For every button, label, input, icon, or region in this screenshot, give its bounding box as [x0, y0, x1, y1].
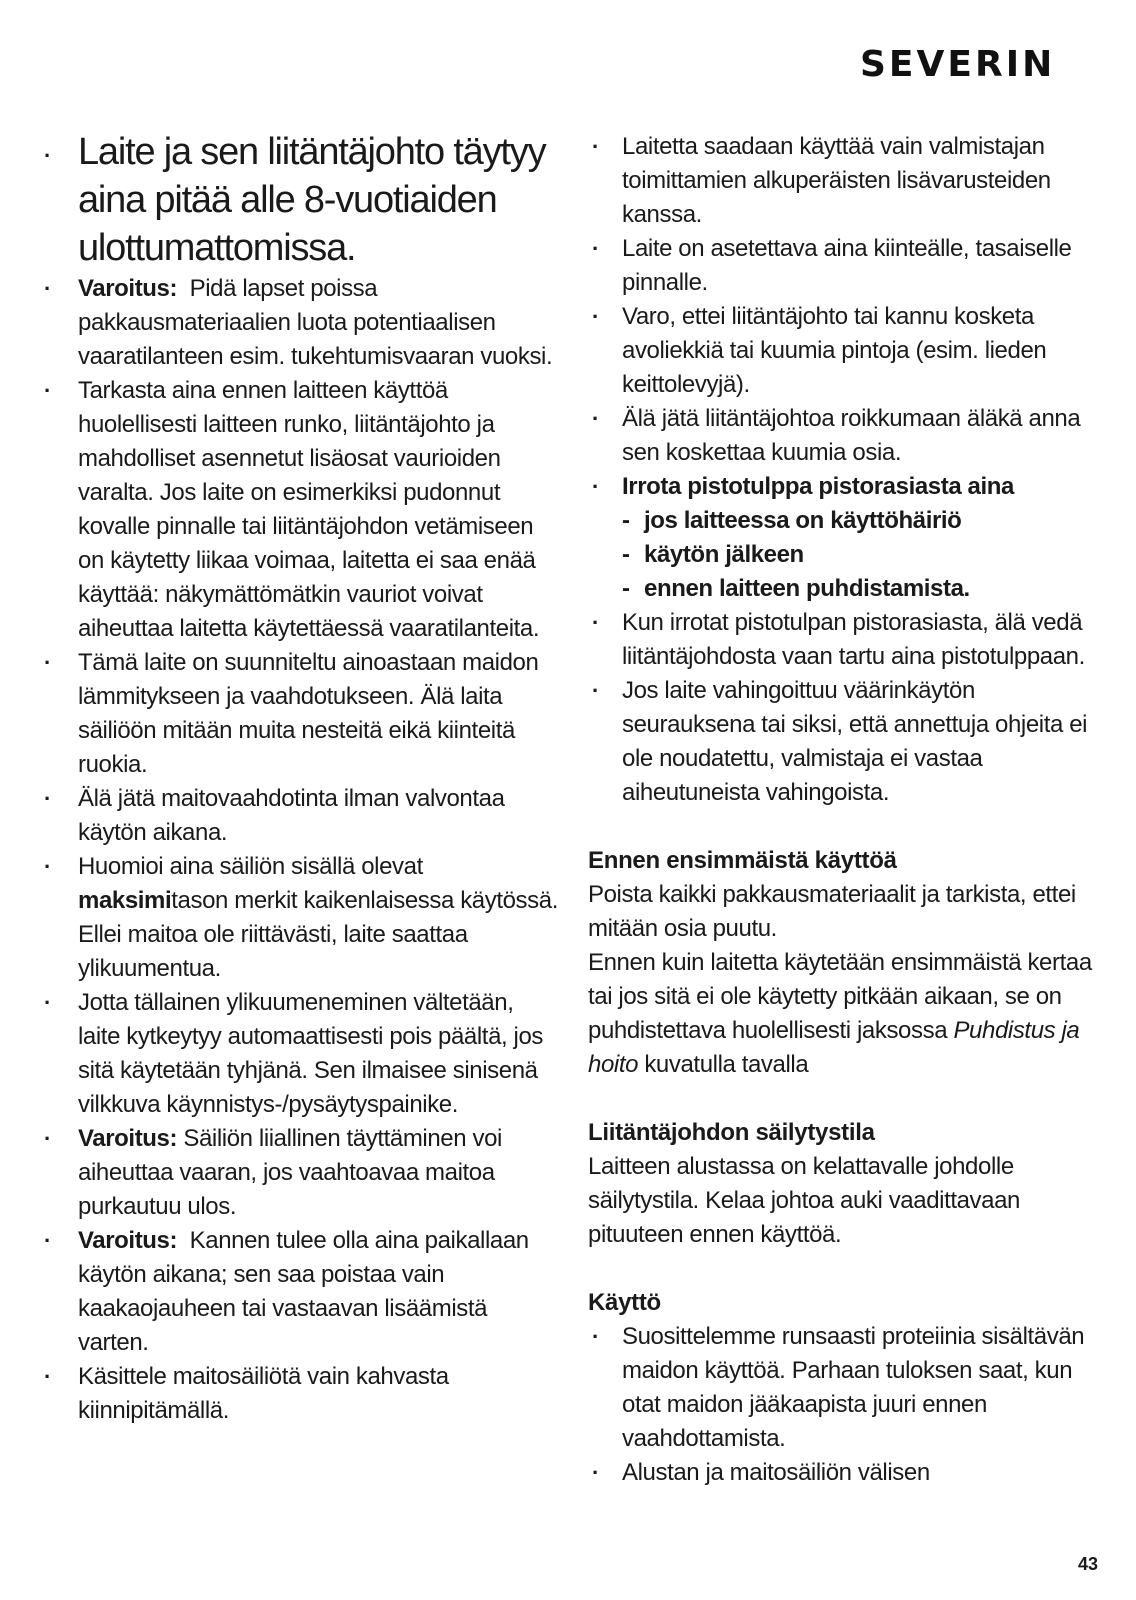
paragraph — [588, 946, 1098, 1082]
bullet: · — [44, 378, 51, 403]
item-text: Tarkasta aina ennen laitteen käyttöä huolellisesti laitteen runko, liitäntäjohto ja mahdolliset asennetut lisäosat vaurioiden varalta. Jos laite on esimerkiksi pudonnut kovalle pinnalle tai liitäntäjohdon vetämiseen on käytetty liikaa voimaa, laitetta ei saa enää käyttää: näkymättömätkin vauriot voivat aiheuttaa laitetta käytettäessä vaaratilanteita. — [78, 377, 540, 642]
bullet: · — [44, 990, 51, 1015]
item-text: Alustan ja maitosäiliön välisen — [622, 1459, 930, 1486]
sub-item — [622, 504, 1098, 538]
list-item — [588, 232, 1098, 300]
list-item — [588, 300, 1098, 402]
dash: - — [622, 575, 630, 602]
bullet: · — [44, 854, 51, 879]
item-text: Kannen tulee olla aina paikallaan käytön aikana; sen saa poistaa vain kaakaojauheen tai vastaavan lisäämistä varten. — [78, 1227, 529, 1356]
sub-item-text: jos laitteessa on käyttöhäiriö — [644, 507, 962, 534]
spacer — [588, 1082, 1098, 1116]
list-item — [40, 128, 560, 272]
left-column — [40, 128, 560, 1428]
item-text: Suosittelemme runsaasti proteiinia sisältävän maidon käyttöä. Parhaan tuloksen saat, kun otat maidon jääkaapista juuri ennen vaahdottamista. — [622, 1323, 1085, 1452]
list-item — [40, 646, 560, 782]
item-text: Laite ja sen liitäntäjohto täytyy aina pitää alle 8-vuotiaiden ulottumattomissa. — [78, 131, 546, 269]
item-text: Laitetta saadaan käyttää vain valmistajan toimittamien alkuperäisten lisävarusteiden kanssa. — [622, 133, 1051, 228]
bullet: · — [592, 678, 599, 703]
bullet: · — [592, 610, 599, 635]
severin-logo: SEVERIN — [860, 44, 1056, 85]
warning-label: Varoitus: — [78, 1227, 178, 1254]
use-list — [588, 1320, 1098, 1490]
paragraph-text: kuvatulla tavalla — [644, 1051, 809, 1078]
sub-item-text: käytön jälkeen — [644, 541, 804, 568]
bullet: · — [592, 1324, 599, 1349]
spacer — [588, 1252, 1098, 1286]
spacer — [588, 810, 1098, 844]
cross-reference: Puhdistus ja hoito — [588, 1017, 1080, 1078]
item-text: Säiliön liiallinen täyttäminen voi aiheuttaa vaaran, jos vaahtoavaa maitoa purkautuu ulos. — [78, 1125, 502, 1220]
maksimi-bold: maksimi — [78, 887, 172, 914]
safety-list-left — [40, 128, 560, 1428]
paragraph-text: Ennen kuin laitetta käytetään ensimmäistä kertaa tai jos sitä ei ole käytetty pitkään aikaan, se on puhdistettava huolellisesti jaksossa — [588, 949, 1092, 1044]
section-heading-cord-storage: Liitäntäjohdon säilytystila — [588, 1119, 875, 1146]
bullet: · — [44, 276, 51, 301]
item-text: Älä jätä liitäntäjohtoa roikkumaan äläkä anna sen koskettaa kuumia osia. — [622, 405, 1081, 466]
safety-list-right — [588, 130, 1098, 810]
list-item — [40, 1224, 560, 1360]
paragraph: Laitteen alustassa on kelattavalle johdolle säilytystila. Kelaa johtoa auki vaadittavaan pituuteen ennen käyttöä. — [588, 1153, 1021, 1248]
list-item — [588, 674, 1098, 810]
dash: - — [622, 541, 630, 568]
list-item — [588, 606, 1098, 674]
right-column — [588, 130, 1098, 1490]
item-text: Kun irrotat pistotulpan pistorasiasta, älä vedä liitäntäjohdosta vaan tartu aina pistotulppaan. — [622, 609, 1085, 670]
item-text: Huomioi aina säiliön sisällä olevat — [78, 853, 423, 880]
bullet: · — [44, 1364, 51, 1389]
paragraph: Poista kaikki pakkausmateriaalit ja tarkista, ettei mitään osia puutu. — [588, 881, 1076, 942]
bullet: · — [592, 236, 599, 261]
list-item — [40, 272, 560, 374]
bullet: · — [44, 1126, 51, 1151]
item-text-cont: tason merkit kaikenlaisessa käytössä. Ellei maitoa ole riittävästi, laite saattaa ylikuumentua. — [78, 887, 558, 982]
item-text: Laite on asetettava aina kiinteälle, tasaiselle pinnalle. — [622, 235, 1072, 296]
dash: - — [622, 507, 630, 534]
page-number: 43 — [1077, 1554, 1098, 1574]
list-item — [588, 402, 1098, 470]
sub-item — [622, 538, 1098, 572]
list-item-unplug — [588, 470, 1098, 606]
sub-item-text: ennen laitteen puhdistamista. — [644, 575, 970, 602]
bullet: · — [44, 143, 51, 168]
warning-label: Varoitus: — [78, 1125, 178, 1152]
item-text: Älä jätä maitovaahdotinta ilman valvontaa käytön aikana. — [78, 785, 505, 846]
item-text: Jotta tällainen ylikuumeneminen vältetään, laite kytkeytyy automaattisesti pois päältä, jos sitä käytetään tyhjänä. Sen ilmaisee sinisenä vilkkuva käynnistys-/pysäytyspainike. — [78, 989, 544, 1118]
list-item — [40, 782, 560, 850]
bullet: · — [592, 134, 599, 159]
bullet: · — [592, 1460, 599, 1485]
item-text: Jos laite vahingoittuu väärinkäytön seurauksena tai siksi, että annettuja ohjeita ei ole noudatettu, valmistaja ei vastaa aiheutuneista vahingoista. — [622, 677, 1088, 806]
bullet: · — [592, 406, 599, 431]
list-item — [588, 1320, 1098, 1456]
section-heading-first-use: Ennen ensimmäistä käyttöä — [588, 847, 897, 874]
bullet: · — [592, 304, 599, 329]
list-item — [40, 374, 560, 646]
list-item — [40, 850, 560, 986]
bullet: · — [44, 786, 51, 811]
list-item — [588, 130, 1098, 232]
item-text: Pidä lapset poissa pakkausmateriaalien luota potentiaalisen vaaratilanteen esim. tukehtumisvaaran vuoksi. — [78, 275, 553, 370]
list-item — [588, 1456, 1098, 1490]
item-text: Käsittele maitosäiliötä vain kahvasta kiinnipitämällä. — [78, 1363, 449, 1424]
item-text: Tämä laite on suunniteltu ainoastaan maidon lämmitykseen ja vaahdotukseen. Älä laita säiliöön mitään muita nesteitä eikä kiinteitä ruokia. — [78, 649, 539, 778]
warning-label: Varoitus: — [78, 275, 178, 302]
bullet: · — [592, 474, 599, 499]
list-item — [40, 1122, 560, 1224]
unplug-sublist — [622, 504, 1098, 606]
list-item — [40, 986, 560, 1122]
unplug-title: Irrota pistotulppa pistorasiasta aina — [622, 473, 1014, 500]
sub-item — [622, 572, 1098, 606]
list-item — [40, 1360, 560, 1428]
bullet: · — [44, 1228, 51, 1253]
item-text: Varo, ettei liitäntäjohto tai kannu kosketa avoliekkiä tai kuumia pintoja (esim. lieden keittolevyjä). — [622, 303, 1047, 398]
bullet: · — [44, 650, 51, 675]
section-heading-use: Käyttö — [588, 1289, 661, 1316]
